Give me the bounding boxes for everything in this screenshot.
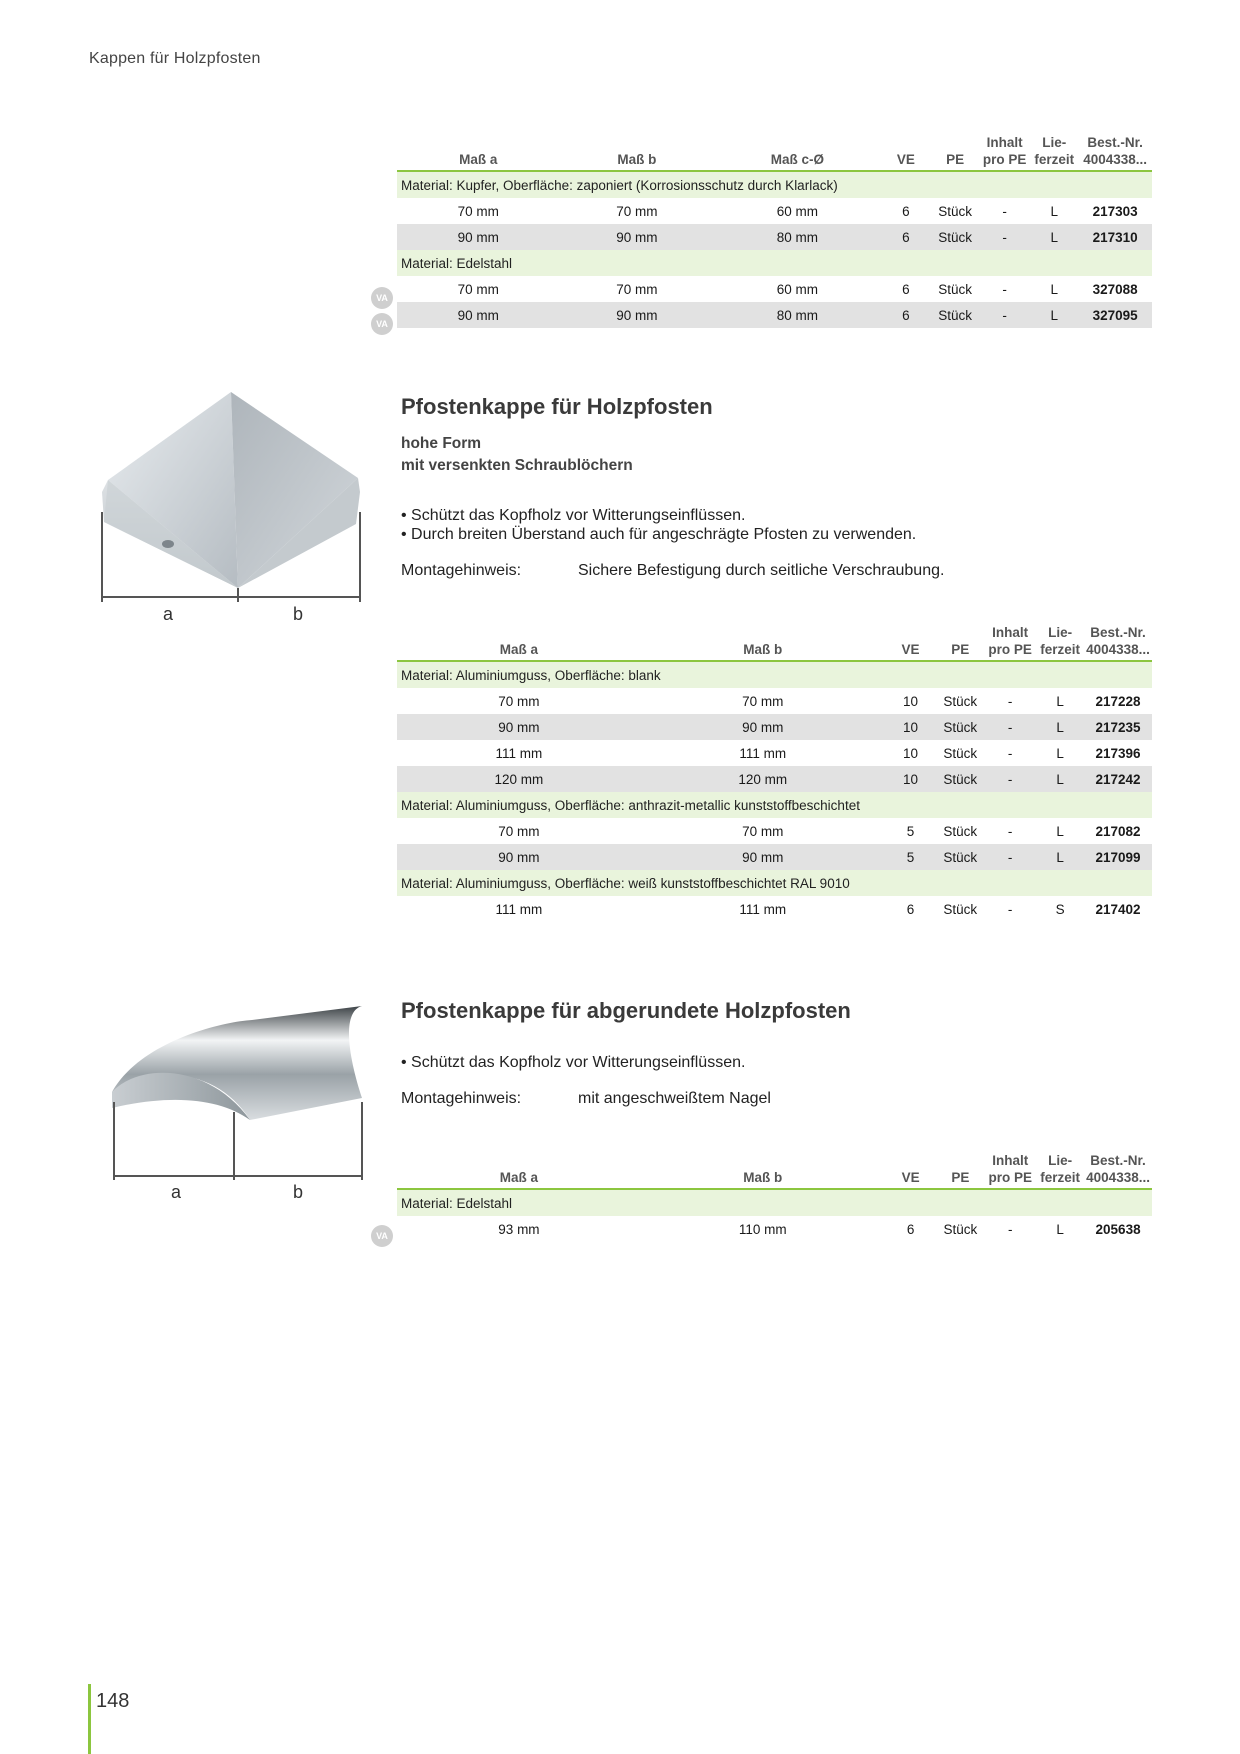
cell-pe: Stück [943,1221,978,1237]
cell-inhalt: - [984,714,1036,740]
cell-mass-a: 111 mm [495,901,543,917]
cell-bestnr: 217310 [1078,224,1152,250]
cell-lieferzeit: L [1050,203,1059,219]
cell-ve: 10 [885,714,937,740]
material-row [397,870,1152,896]
cell-inhalt: - [1002,281,1007,297]
section-subtitle: mit versenkten Schraublöchern [401,457,633,474]
cell-pe: Stück [936,714,984,740]
cell-lieferzeit: L [1030,224,1078,250]
feature-bullet: • Durch breiten Überstand auch für angeschrägte Pfosten zu verwenden. [401,526,917,543]
material-row [397,1189,1152,1216]
dimension-label-a: a [162,604,174,624]
table-row [397,818,1152,844]
va-badge-icon: VA [371,313,393,335]
cell-lieferzeit: L [1036,714,1084,740]
cell-pe: Stück [931,302,979,328]
cell-lieferzeit: L [1056,823,1064,839]
cell-ve: 5 [906,823,915,839]
cell-mass-a: 70 mm [457,203,499,219]
cell-mass-c: 80 mm [714,302,880,328]
col-bestnr-line2: 4004338... [1083,152,1147,167]
material-label: Material: Aluminiumguss, Oberfläche: blank [397,661,1152,688]
cell-inhalt: - [1008,1221,1013,1237]
cell-ve: 6 [906,1221,915,1237]
page-number: 148 [96,1690,130,1712]
col-mass-a: Maß a [397,134,559,171]
cell-mass-b: 110 mm [738,1221,787,1237]
cell-lieferzeit: L [1036,766,1084,792]
col-bestnr-line1: Best.-Nr. [1090,1153,1146,1168]
cell-bestnr: 217099 [1084,844,1152,870]
table-row [397,224,1152,250]
col-inhalt-line2: pro PE [988,642,1032,657]
cell-mass-c: 80 mm [714,224,880,250]
cell-mass-a: 70 mm [498,693,540,709]
col-mass-b: Maß b [559,134,714,171]
cell-lieferzeit: S [1055,901,1065,917]
col-pe: PE [931,134,979,171]
material-row [397,171,1152,198]
cell-mass-b: 90 mm [559,224,714,250]
col-mass-a: Maß a [397,1152,641,1189]
spec-table-2 [397,624,1152,922]
col-mass-c: Maß c-Ø [714,134,880,171]
cell-pe: Stück [943,693,978,709]
col-lieferzeit-line1: Lie- [1042,135,1067,150]
spec-table-3 [397,1152,1152,1242]
rounded-post-cap-image [100,1002,380,1202]
cell-pe: Stück [931,224,979,250]
mounting-note-label: Montagehinweis: [401,562,522,579]
col-ve: VE [881,134,932,171]
table-header [397,624,1152,661]
cell-ve: 6 [906,901,915,917]
cell-lieferzeit: L [1056,1221,1064,1237]
dimension-label-a: a [170,1182,182,1202]
material-label: Material: Aluminiumguss, Oberfläche: weiß kunststoffbeschichtet RAL 9010 [397,870,1152,896]
col-mass-b: Maß b [641,624,885,661]
cell-pe: Stück [943,823,978,839]
col-bestnr [1084,1152,1152,1189]
dimension-label-b: b [292,1182,304,1202]
col-lieferzeit-line1: Lie- [1048,625,1073,640]
dimension-label-b: b [292,604,304,624]
table-row [397,896,1152,922]
cell-mass-a: 70 mm [498,823,540,839]
cell-mass-b: 70 mm [616,203,658,219]
col-pe: PE [936,624,984,661]
cell-mass-b: 70 mm [742,823,784,839]
page-number-bar [88,1684,91,1754]
col-inhalt [984,1152,1036,1189]
cell-ve: 6 [902,281,910,297]
col-lieferzeit [1036,1152,1084,1189]
cell-mass-c: 60 mm [776,203,818,219]
cell-mass-a: 111 mm [495,745,543,761]
cell-mass-b: 111 mm [739,901,787,917]
mounting-note-value: mit angeschweißtem Nagel [578,1090,771,1107]
cell-mass-b: 70 mm [616,281,658,297]
cell-bestnr: 217235 [1084,714,1152,740]
cell-bestnr: 217303 [1092,203,1138,219]
mounting-note-label: Montagehinweis: [401,1090,522,1107]
cell-ve: 10 [902,693,919,709]
cell-ve: 10 [902,745,919,761]
cell-mass-a: 90 mm [397,714,641,740]
feature-bullet: • Schützt das Kopfholz vor Witterungseinflüssen. [401,1054,746,1071]
table-row [397,198,1152,224]
col-inhalt-line2: pro PE [988,1170,1032,1185]
col-lieferzeit-line2: ferzeit [1040,1170,1081,1185]
col-inhalt-line1: Inhalt [986,135,1023,150]
table-row [397,276,1152,302]
cell-ve: 6 [881,302,932,328]
cell-mass-a: 120 mm [397,766,641,792]
section-title: Pfostenkappe für abgerundete Holzpfosten [401,998,851,1023]
cell-bestnr: 217242 [1084,766,1152,792]
col-bestnr-line2: 4004338... [1086,642,1150,657]
section-title: Pfostenkappe für Holzpfosten [401,394,713,419]
col-lieferzeit-line1: Lie- [1048,1153,1073,1168]
col-inhalt-line2: pro PE [982,152,1027,167]
col-inhalt [979,134,1031,171]
col-lieferzeit-line2: ferzeit [1034,152,1075,167]
cell-lieferzeit: L [1036,844,1084,870]
material-label: Material: Aluminiumguss, Oberfläche: anthrazit-metallic kunststoffbeschichtet [397,792,1152,818]
cell-inhalt: - [1007,693,1013,709]
cell-mass-b: 90 mm [641,844,885,870]
running-head: Kappen für Holzpfosten [89,50,261,67]
col-mass-b: Maß b [641,1152,885,1189]
material-label: Material: Edelstahl [397,250,1152,276]
col-mass-a: Maß a [397,624,641,661]
material-row [397,661,1152,688]
cell-mass-b: 120 mm [641,766,885,792]
material-row [397,792,1152,818]
col-bestnr [1084,624,1152,661]
table-row [397,688,1152,714]
cell-pe: Stück [938,281,972,297]
table-header [397,1152,1152,1189]
col-bestnr-line2: 4004338... [1086,1170,1150,1185]
col-ve: VE [885,624,937,661]
pyramid-post-cap-image [88,392,368,624]
cell-bestnr: 217402 [1095,901,1141,917]
cell-lieferzeit: L [1056,693,1064,709]
cell-bestnr: 205638 [1095,1221,1141,1237]
table-row [397,766,1152,792]
col-pe: PE [936,1152,984,1189]
cell-inhalt: - [979,224,1031,250]
col-ve: VE [885,1152,937,1189]
cell-mass-a: 90 mm [397,302,559,328]
material-label: Material: Edelstahl [397,1189,1152,1216]
cell-ve: 10 [885,766,937,792]
feature-bullet: • Schützt das Kopfholz vor Witterungseinflüssen. [401,507,746,524]
cell-pe: Stück [936,766,984,792]
cell-bestnr: 217228 [1095,693,1141,709]
material-label: Material: Kupfer, Oberfläche: zaponiert (Korrosionsschutz durch Klarlack) [397,171,1152,198]
cell-mass-c: 60 mm [776,281,818,297]
col-lieferzeit [1030,134,1078,171]
cell-inhalt: - [984,766,1036,792]
cell-lieferzeit: L [1030,302,1078,328]
table-row [397,844,1152,870]
cell-inhalt: - [984,844,1036,870]
cell-pe: Stück [943,901,978,917]
cell-ve: 6 [902,203,910,219]
section-subtitle: hohe Form [401,435,482,452]
cell-mass-a: 70 mm [457,281,499,297]
cell-mass-b: 90 mm [641,714,885,740]
spec-table-1 [397,134,1152,328]
col-bestnr-line1: Best.-Nr. [1090,625,1146,640]
cell-bestnr: 327095 [1078,302,1152,328]
cell-inhalt: - [1002,203,1007,219]
col-inhalt-line1: Inhalt [992,1153,1029,1168]
table-row [397,740,1152,766]
cell-bestnr: 217082 [1095,823,1141,839]
cell-mass-b: 90 mm [559,302,714,328]
cell-bestnr: 217396 [1095,745,1141,761]
cell-inhalt: - [1007,745,1013,761]
table-row [397,714,1152,740]
cell-inhalt: - [1007,901,1013,917]
mounting-note-value: Sichere Befestigung durch seitliche Verschraubung. [578,562,945,579]
cell-pe: Stück [943,745,978,761]
cell-ve: 6 [881,224,932,250]
cell-bestnr: 327088 [1092,281,1138,297]
cell-inhalt: - [979,302,1031,328]
table-row [397,1216,1152,1242]
cell-lieferzeit: L [1056,745,1064,761]
cell-ve: 5 [885,844,937,870]
col-lieferzeit [1036,624,1084,661]
cell-pe: Stück [938,203,972,219]
table-header [397,134,1152,171]
va-badge-icon: VA [371,287,393,309]
cell-pe: Stück [936,844,984,870]
col-bestnr [1078,134,1152,171]
col-lieferzeit-line2: ferzeit [1040,642,1080,657]
cell-mass-a: 90 mm [397,224,559,250]
cell-mass-b: 70 mm [742,693,784,709]
cell-mass-a: 93 mm [498,1221,540,1237]
table-row [397,302,1152,328]
cell-mass-a: 90 mm [397,844,641,870]
col-inhalt-line1: Inhalt [992,625,1029,640]
col-inhalt [984,624,1036,661]
material-row [397,250,1152,276]
cell-inhalt: - [1007,823,1013,839]
col-bestnr-line1: Best.-Nr. [1087,135,1143,150]
cell-mass-b: 111 mm [739,745,787,761]
va-badge-icon: VA [371,1225,393,1247]
cell-lieferzeit: L [1050,281,1059,297]
